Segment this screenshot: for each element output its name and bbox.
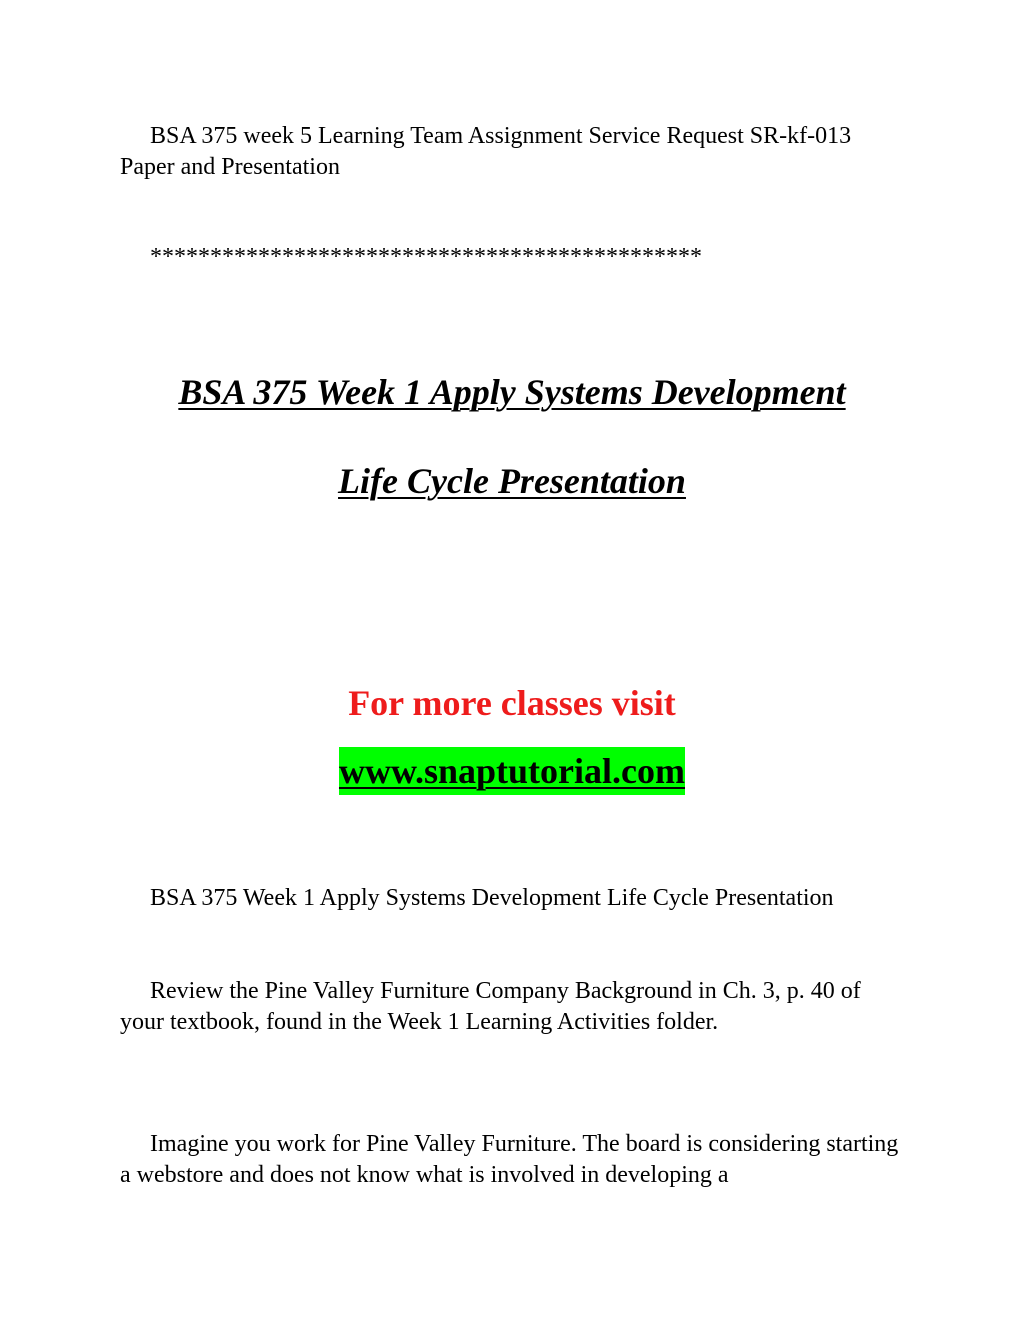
asterisk-separator: ********************************************** [150,244,702,270]
link-container [0,747,1024,795]
title-line-1: BSA 375 Week 1 Apply Systems Development [178,372,846,412]
top-paragraph: BSA 375 week 5 Learning Team Assignment Service Request SR-kf-013 Paper and Presentation [120,123,852,180]
body-paragraph-3: Imagine you work for Pine Valley Furniture. The board is considering starting a webstore and does not know what is involved in developing a [120,1131,899,1188]
body-paragraph-1: BSA 375 Week 1 Apply Systems Development Life Cycle Presentation [150,885,834,911]
title-line-2: Life Cycle Presentation [338,461,686,501]
body-paragraph-2: Review the Pine Valley Furniture Company Background in Ch. 3, p. 40 of your textbook, found in the Week 1 Learning Activities folder. [120,978,861,1035]
snaptutorial-link[interactable]: www.snaptutorial.com [339,747,685,795]
cta-text: For more classes visit [348,683,676,723]
